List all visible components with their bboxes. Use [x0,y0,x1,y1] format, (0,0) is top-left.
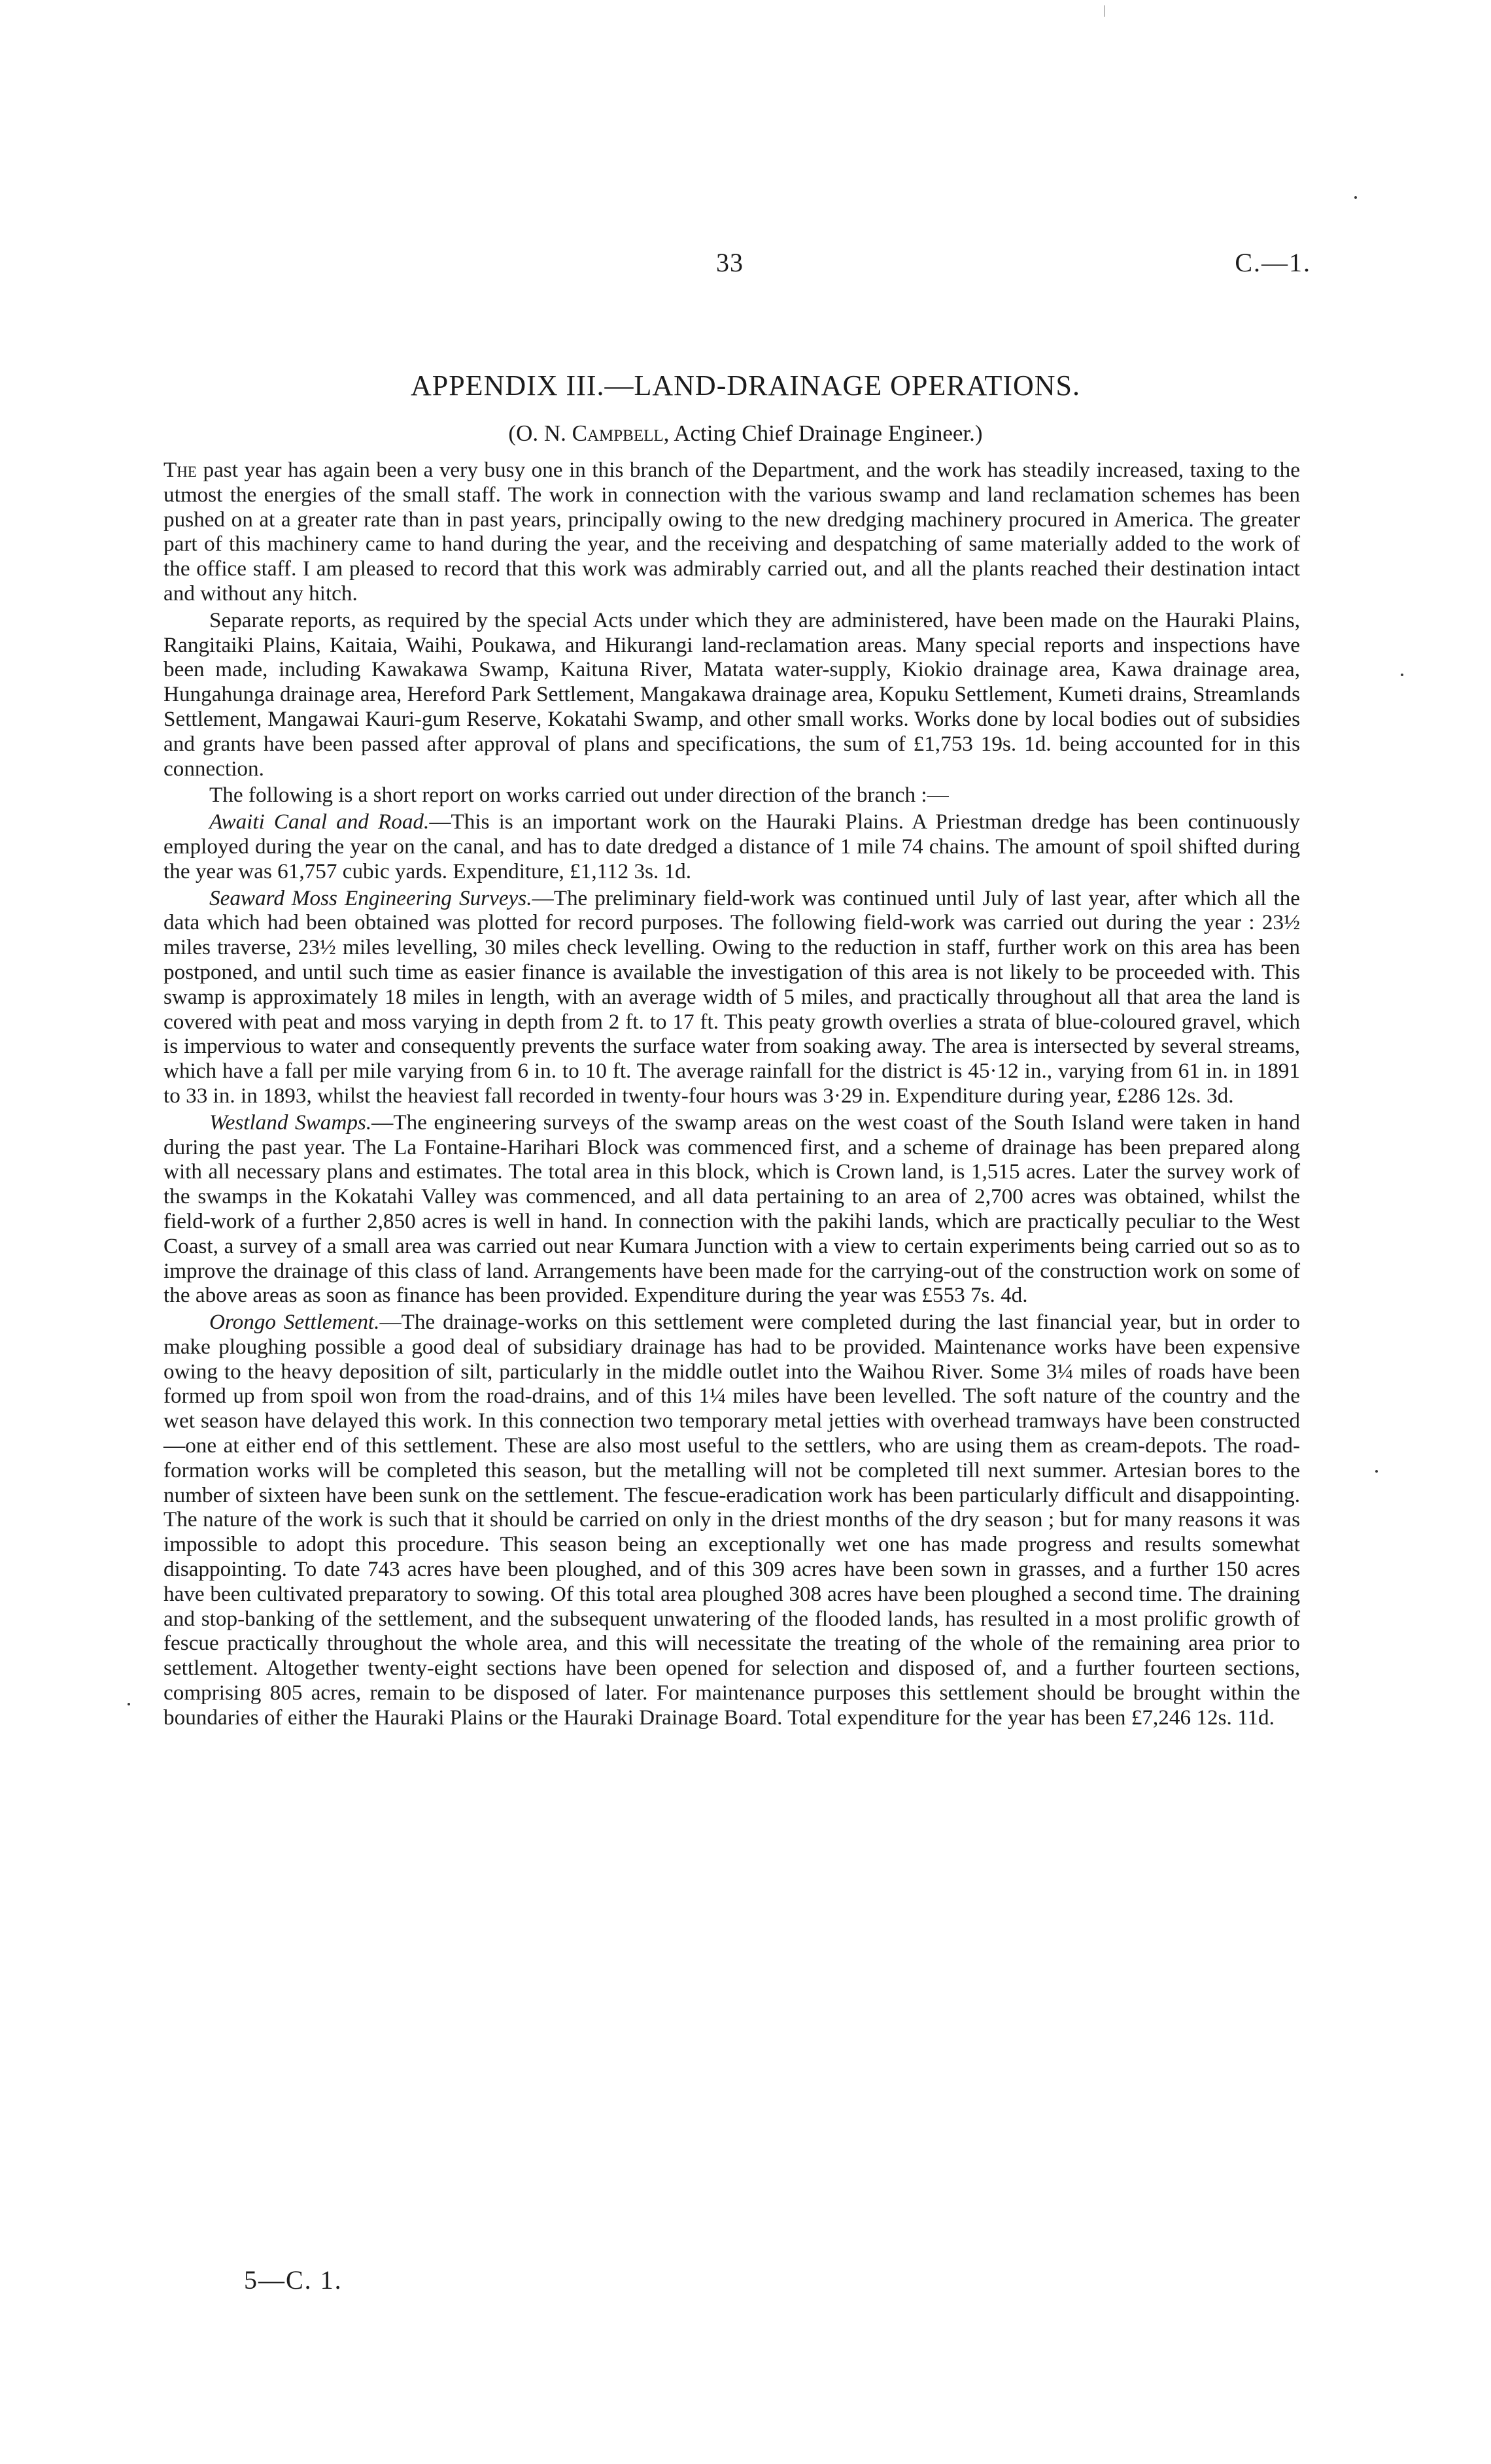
paragraph-heading: Westland Swamps. [209,1110,372,1135]
document-reference: C.—1. [1235,248,1311,277]
intro-lead-word: The [163,458,197,482]
awaiti-canal-paragraph [163,810,1300,883]
page-number: 33 [716,248,744,277]
paragraph-text: —The engineering surveys of the swamp areas on the west coast of the South Island were taken in hand during the past year. The La Fontaine-Harihari Block was commenced first, and a scheme of drainage has been prepared along with all necessary plans and estimates. The total area in this block, which is Crown land, is 1,515 acres. Later the survey work of the swamps in the Kokatahi Valley was commenced, and all data pertaining to an area of 2,700 acres was obtained, whilst the field-work of a further 2,850 acres is well in hand. In connection with the pakihi lands, which are practically peculiar to the West Coast, a survey of a small area was carried out near Kumara Junction with a view to certain experiments being carried out so as to improve the drainage of this class of land. Arrangements have been made for the carrying-out of the construction work on some of the above areas as soon as finance has been provided. Expenditure during the year was £553 7s. 4d. [163,1110,1301,1308]
orongo-settlement-paragraph [163,1310,1300,1730]
author-name: Campbell [572,420,664,446]
separate-reports-paragraph [163,608,1300,781]
byline-role: , Acting Chief Drainage Engineer.) [663,420,983,446]
paragraph-heading: Orongo Settlement. [209,1310,380,1335]
paragraph-text: The following is a short report on works carried out under direction of the branch :— [209,783,949,808]
seaward-moss-paragraph [163,886,1300,1108]
scan-mark [1401,674,1403,676]
scan-mark [1354,196,1357,199]
report-body [163,458,1300,1732]
appendix-title: APPENDIX III.—LAND-DRAINAGE OPERATIONS. [410,369,1081,402]
paragraph-text: —The preliminary field-work was continued until July of last year, after which all the data which had been obtained was plotted for record purposes. The following field-work was carried out during the year : 23½ miles traverse, 23½ miles levelling, 30 miles check levelling. Owing to the reduction in staff, further work on this area has been postponed, and until such time as easier finance is available the investigation of this area is not likely to be proceeded with. This swamp is approximately 18 miles in length, with an average width of 5 miles, and practically throughout all that area the land is covered with peat and moss varying in depth from 2 ft. to 17 ft. This peaty growth overlies a strata of blue-coloured gravel, which is impervious to water and consequently prevents the surface water from soaking away. The area is intersected by several streams, which have a fall per mile varying from 6 in. to 10 ft. The average rainfall for the district is 45·12 in., varying from 61 in. in 1891 to 33 in. in 1893, whilst the heaviest fall recorded in twenty-four hours was 3·29 in. Expenditure during year, £286 12s. 3d. [163,885,1300,1108]
intro-paragraph [163,458,1300,606]
signature-mark: 5—C. 1. [244,2265,343,2295]
author-byline [0,420,1491,447]
byline-open: (O. N. [508,420,572,446]
works-intro-paragraph [163,783,1300,808]
paragraph-text: —The drainage-works on this settlement were completed during the last financial year, but in order to make ploughing possible a good deal of subsidiary drainage has had to be provided. Maintenance works have been expensive owing to the heavy deposition of silt, particularly in the middle outlet into the Waihou River. Some 3¼ miles of roads have been formed up from spoil won from the road-drains, and of this 1¼ miles have been levelled. The soft nature of the country and the wet season have delayed this work. In this connection two temporary metal jetties with overhead tramways have been constructed—one at either end of this settlement. These are also most useful to the settlers, who are using them as cream-depots. The road-formation works will be completed this season, but the metalling will not be completed till next summer. Artesian bores to the number of sixteen have been sunk on the settlement. The fescue-eradication work has been particularly difficult and disappointing. The nature of the work is such that it should be carried on only in the driest months of the dry season ; but for many reasons it was impossible to adopt this procedure. This season being an exceptionally wet one has made progress and results somewhat disappointing. To date 743 acres have been ploughed, and of this 309 acres have been sown in grasses, and a further 150 acres have been cultivated preparatory to sowing. Of this total area ploughed 308 acres have been ploughed a second time. The draining and stop-banking of the settlement, and the subsequent unwatering of the flooded lands, has resulted in a most prolific growth of fescue practically throughout the whole area, and this will necessitate the treating of the whole of the remaining area prior to settlement. Altogether twenty-eight sections have been opened for selection and disposed of, and a further fourteen sections, comprising 805 acres, remain to be disposed of later. For maintenance purposes this settlement should be brought within the boundaries of either the Hauraki Plains or the Hauraki Drainage Board. Total expenditure for the year has been £7,246 12s. 11d. [163,1310,1300,1730]
paragraph-heading: Seaward Moss Engineering Surveys. [209,885,532,910]
page-header [0,247,1491,286]
westland-swamps-paragraph [163,1110,1300,1308]
scan-mark [1375,1470,1378,1473]
paragraph-heading: Awaiti Canal and Road. [209,810,430,834]
paragraph-text: Separate reports, as required by the special Acts under which they are administered, have been made on the Hauraki Plains, Rangitaiki Plains, Kaitaia, Waihi, Poukawa, and Hikurangi land-reclamation areas. Many special reports and inspections have been made, including Kawakawa Swamp, Kaituna River, Matata water-supply, Kiokio drainage area, Kawa drainage area, Hungahunga drainage area, Hereford Park Settlement, Mangakawa drainage area, Kopuku Settlement, Kumeti drains, Streamlands Settlement, Mangawai Kauri-gum Reserve, Kokatahi Swamp, and other small works. Works done by local bodies out of subsidies and grants have been passed after approval of plans and specifications, the sum of £1,753 19s. 1d. being accounted for in this connection. [163,607,1300,781]
scan-mark [1104,5,1105,17]
intro-text: past year has again been a very busy one in this branch of the Department, and the work has steadily increased, taxing to the utmost the energies of the small staff. The work in connection with the various swamp and land reclamation schemes has been pushed on at a greater rate than in past years, principally owing to the new dredging machinery procured in America. The greater part of this machinery came to hand during the year, and the receiving and despatching of same materially added to the work of the office staff. I am pleased to record that this work was admirably carried out, and all the plants reached their destination intact and without any hitch. [163,458,1300,606]
paragraph-text: —This is an important work on the Hauraki Plains. A Priestman dredge has been continuously employed during the year on the canal, and has to date dredged a distance of 1 mile 74 chains. The amount of spoil shifted during the year was 61,757 cubic yards. Expenditure, £1,112 3s. 1d. [163,810,1300,883]
scan-mark [128,1703,130,1705]
